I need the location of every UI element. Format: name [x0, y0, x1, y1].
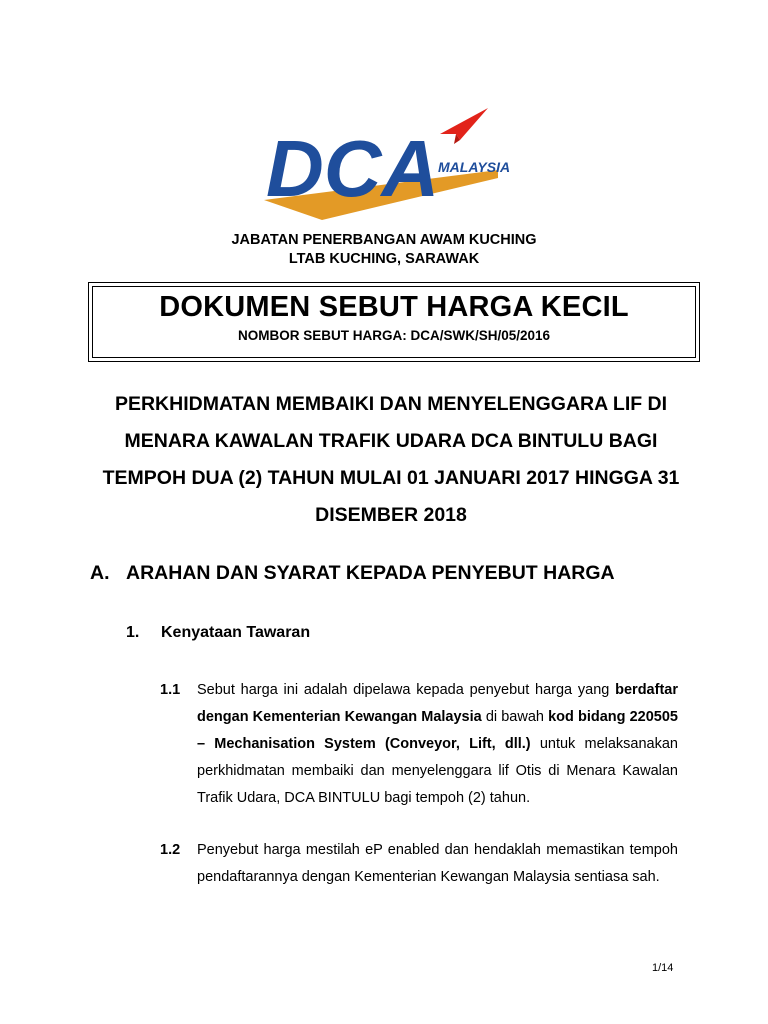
project-title-line: MENARA KAWALAN TRAFIK UDARA DCA BINTULU BAGI [124, 430, 658, 452]
title-box [88, 282, 700, 362]
project-title-line: TEMPOH DUA (2) TAHUN MULAI 01 JANUARI 2017 HINGGA 31 [102, 467, 680, 489]
section-title: ARAHAN DAN SYARAT KEPADA PENYEBUT HARGA [126, 562, 615, 584]
paragraph-bold-run: kod bidang 220505 – Mechanisation System (Conveyor, Lift, dll.) [197, 709, 678, 752]
logo-malaysia-text: MALAYSIA [438, 159, 511, 175]
paragraph-text-run: di bawah [481, 709, 549, 725]
paragraph-number: 1.2 [160, 842, 181, 858]
paragraph-text [197, 677, 678, 812]
dca-malaysia-logo [262, 104, 511, 222]
paragraph-1-1 [160, 677, 678, 812]
agency-name: JABATAN PENERBANGAN AWAM KUCHING [231, 232, 537, 248]
subsection-1-heading [126, 624, 310, 642]
paragraph-text-run: Sebut harga ini adalah dipelawa kepada penyebut harga yang [197, 682, 616, 698]
page-number: 1/14 [652, 962, 674, 974]
paragraph-bold-run: berdaftar dengan Kementerian Kewangan Malaysia [197, 682, 678, 725]
logo-dca-text: DCA [266, 124, 440, 213]
document-title: DOKUMEN SEBUT HARGA KECIL [159, 291, 629, 323]
project-title-line: DISEMBER 2018 [315, 504, 467, 526]
paragraph-number: 1.1 [160, 682, 181, 698]
section-a-heading [90, 562, 615, 585]
project-title [80, 386, 702, 534]
subsection-number: 1. [126, 624, 140, 641]
quotation-number: NOMBOR SEBUT HARGA: DCA/SWK/SH/05/2016 [237, 328, 551, 343]
dca-logo-graphic [262, 104, 511, 222]
plane-icon [440, 108, 488, 140]
section-letter: A. [90, 562, 110, 584]
agency-location: LTAB KUCHING, SARAWAK [288, 251, 480, 267]
subsection-title: Kenyataan Tawaran [161, 624, 311, 641]
paragraph-text-run: untuk melaksanakan perkhidmatan membaiki dan menyelenggara lif Otis di Menara Kawalan Trafik Udara, DCA BINTULU bagi tempoh (2) tahun. [197, 736, 678, 806]
paragraph-text: Penyebut harga mestilah eP enabled dan hendaklah memastikan tempoh pendaftarannya dengan Kementerian Kewangan Malaysia sentiasa sah. [197, 842, 678, 885]
project-title-line: PERKHIDMATAN MEMBAIKI DAN MENYELENGGARA LIF DI [114, 393, 668, 415]
paragraph-1-2 [160, 837, 678, 891]
